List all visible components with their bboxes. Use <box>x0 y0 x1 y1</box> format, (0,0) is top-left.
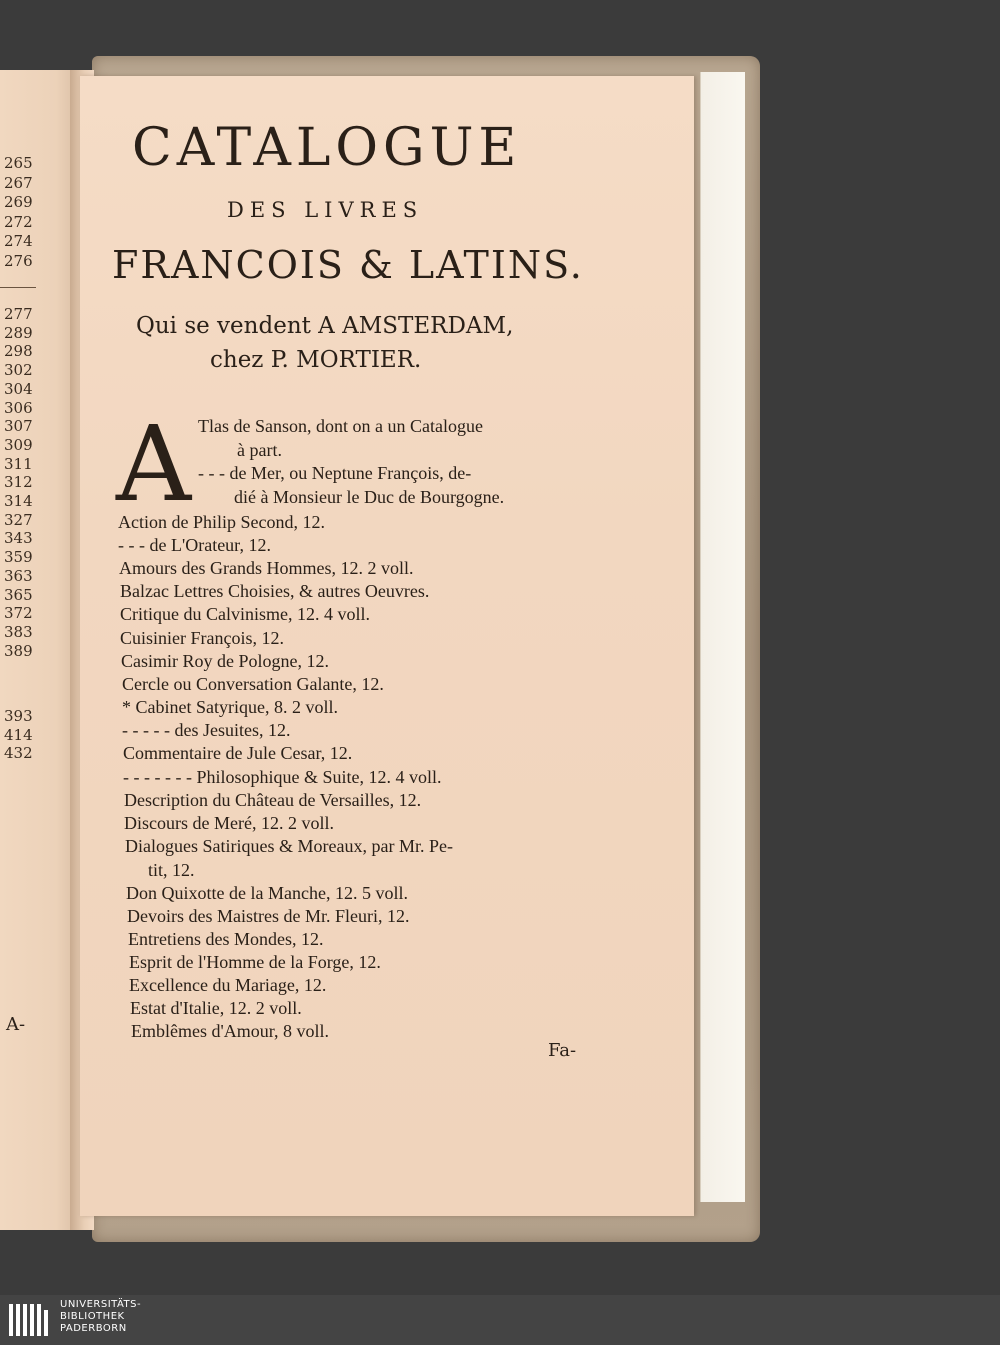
catalogue-entry: - - - de Mer, ou Neptune François, de- <box>198 463 472 483</box>
left-page-number: 265 <box>4 154 33 172</box>
catalogue-entry: Casimir Roy de Pologne, 12. <box>121 651 329 671</box>
catalogue-entry: Critique du Calvinisme, 12. 4 voll. <box>120 604 370 624</box>
catalogue-entry: Dialogues Satiriques & Moreaux, par Mr. Pe- <box>125 836 453 856</box>
catalogue-entry: Commentaire de Jule Cesar, 12. <box>123 743 353 763</box>
library-name-line-1: UNIVERSITÄTS- <box>60 1299 142 1310</box>
left-page-number: 363 <box>4 566 33 585</box>
flyleaf-edge <box>700 72 745 1202</box>
catalogue-entry: Discours de Meré, 12. 2 voll. <box>124 813 334 833</box>
left-page-number: 365 <box>4 585 33 604</box>
left-page-number: 359 <box>4 548 33 567</box>
catalogue-entry: - - - - - des Jesuites, 12. <box>122 720 291 740</box>
left-page-number: 267 <box>4 173 33 192</box>
catalogue-entry: à part. <box>237 440 282 460</box>
imprint-line-1: Qui se vendent A AMSTERDAM, <box>136 313 514 339</box>
left-page-number: 277 <box>4 305 33 323</box>
catalogue-entry: Don Quixotte de la Manche, 12. 5 voll. <box>126 883 408 903</box>
imprint-line-2: chez P. MORTIER. <box>210 347 422 373</box>
left-page-number: 272 <box>4 212 33 231</box>
catalogue-entry: tit, 12. <box>148 860 195 880</box>
left-catchword: A- <box>6 1014 26 1035</box>
left-page-number: 269 <box>4 193 33 211</box>
catalogue-entry: Cuisinier François, 12. <box>120 628 284 648</box>
left-page-number: 302 <box>4 361 33 380</box>
library-footer-bar <box>0 1295 1000 1345</box>
drop-cap: A <box>116 403 192 525</box>
catalogue-entry: - - - - - - - Philosophique & Suite, 12. 4 voll. <box>123 767 442 787</box>
catalogue-entry: Description du Château de Versailles, 12. <box>124 790 422 810</box>
left-page-number: 276 <box>4 251 33 270</box>
catalogue-entry: Excellence du Mariage, 12. <box>129 975 327 995</box>
page-catchword: Fa- <box>548 1040 577 1061</box>
catalogue-entry: Amours des Grands Hommes, 12. 2 voll. <box>119 558 414 578</box>
library-logo-icon <box>8 1300 50 1340</box>
left-page-number: 327 <box>4 510 33 529</box>
title-subtitle-2: FRANCOIS & LATINS. <box>112 243 584 287</box>
catalogue-entry: Balzac Lettres Choisies, & autres Oeuvres. <box>120 581 430 601</box>
left-page-number: 414 <box>4 725 33 744</box>
left-page-number: 298 <box>4 342 33 361</box>
left-page-number: 304 <box>4 379 33 398</box>
left-page-number: 389 <box>4 641 33 660</box>
left-page-number: 383 <box>4 622 33 641</box>
catalogue-entry: Tlas de Sanson, dont on a un Catalogue <box>198 416 483 436</box>
left-page-number: 432 <box>4 744 33 762</box>
catalogue-entry: Esprit de l'Homme de la Forge, 12. <box>129 952 381 972</box>
catalogue-entry: Action de Philip Second, 12. <box>118 512 325 532</box>
catalogue-entry: Devoirs des Maistres de Mr. Fleuri, 12. <box>127 906 410 926</box>
catalogue-entry: Cercle ou Conversation Galante, 12. <box>122 674 384 694</box>
catalogue-entry: Estat d'Italie, 12. 2 voll. <box>130 998 302 1018</box>
library-name-line-3: PADERBORN <box>60 1323 127 1334</box>
left-page-number: 311 <box>4 454 33 473</box>
left-page-number: 312 <box>4 473 33 492</box>
left-page-number: 274 <box>4 232 33 250</box>
catalogue-entry: Emblêmes d'Amour, 8 voll. <box>131 1021 329 1041</box>
page-title: CATALOGUE <box>132 118 522 178</box>
catalogue-entry: * Cabinet Satyrique, 8. 2 voll. <box>122 697 338 717</box>
left-page-number: 372 <box>4 604 33 623</box>
left-page-number: 307 <box>4 417 33 436</box>
catalogue-entry: dié à Monsieur le Duc de Bourgogne. <box>234 487 505 507</box>
left-page-number: 314 <box>4 492 33 510</box>
left-page-number: 393 <box>4 707 33 725</box>
title-subtitle-1: DES LIVRES <box>227 198 424 222</box>
left-page-number: 289 <box>4 323 33 342</box>
catalogue-entry: - - - de L'Orateur, 12. <box>118 535 271 555</box>
left-page-number: 306 <box>4 398 33 417</box>
library-name-line-2: BIBLIOTHEK <box>60 1311 125 1322</box>
left-divider <box>0 287 36 288</box>
left-page-number: 309 <box>4 435 33 454</box>
catalogue-entry: Entretiens des Mondes, 12. <box>128 929 324 949</box>
left-page-number: 343 <box>4 529 33 548</box>
